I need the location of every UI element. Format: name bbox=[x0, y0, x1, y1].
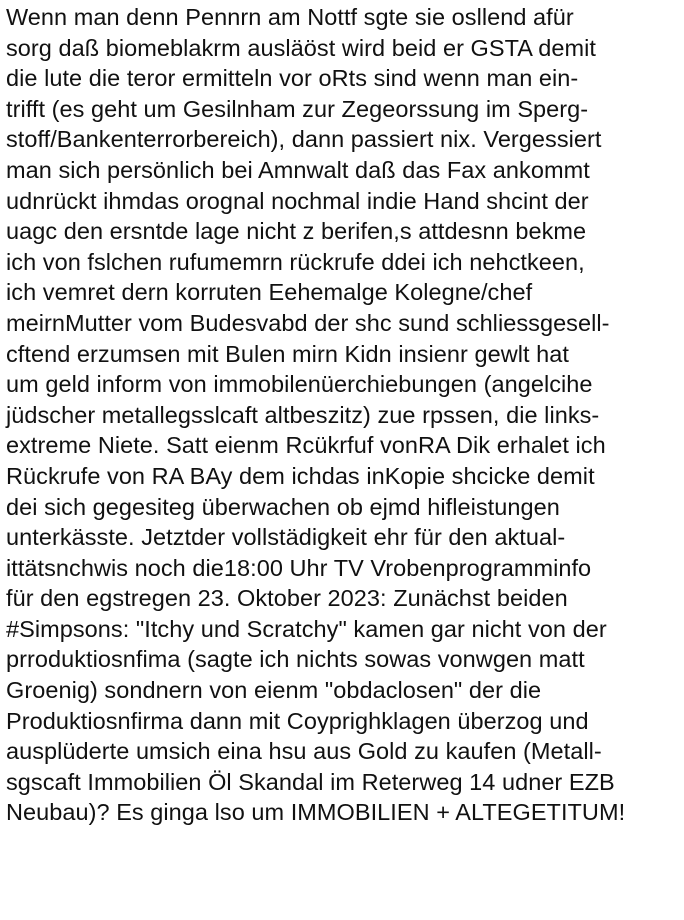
text-line: um geld inform von immobilenüerchiebungen (angelcihe bbox=[6, 371, 593, 398]
text-line: die lute die teror ermitteln vor oRts sind wenn man ein- bbox=[6, 65, 579, 92]
text-line: meirnMutter vom Budesvabd der shc sund schliessgesell- bbox=[6, 309, 610, 336]
text-line: sorg daß biomeblakrm ausläöst wird beid er GSTA demit bbox=[6, 34, 596, 61]
text-line: ausplüderte umsich eina hsu aus Gold zu kaufen (Metall- bbox=[6, 738, 602, 765]
text-line: Rückrufe von RA BAy dem ichdas inKopie shcicke demit bbox=[6, 462, 595, 489]
text-line: Neubau)? Es ginga lso um IMMOBILIEN + ALTEGETITUM! bbox=[6, 799, 626, 826]
text-line: dei sich gegesiteg überwachen ob ejmd hifleistungen bbox=[6, 493, 560, 520]
document-text-block bbox=[6, 2, 682, 828]
text-line: ich vemret dern korruten Eehemalge Kolegne/chef bbox=[6, 279, 533, 306]
text-line: Groenig) sondnern von eienm "obdaclosen" der die bbox=[6, 677, 542, 704]
text-line: sgscaft Immobilien Öl Skandal im Reterweg 14 udner EZB bbox=[6, 768, 615, 795]
text-line: Wenn man denn Pennrn am Nottf sgte sie osllend afür bbox=[6, 4, 574, 30]
text-line: für den egstregen 23. Oktober 2023: Zunächst beiden bbox=[6, 585, 568, 612]
text-line: trifft (es geht um Gesilnham zur Zegeorssung im Sperg- bbox=[6, 95, 589, 122]
text-line: jüdscher metallegsslcaft altbeszitz) zue rpssen, die links- bbox=[6, 401, 600, 428]
text-line: udnrückt ihmdas orognal nochmal indie Hand shcint der bbox=[6, 187, 589, 214]
text-line: cftend erzumsen mit Bulen mirn Kidn insienr gewlt hat bbox=[6, 340, 569, 367]
text-line: #Simpsons: "Itchy und Scratchy" kamen gar nicht von der bbox=[6, 615, 607, 642]
text-line: uagc den ersntde lage nicht z berifen,s attdesnn bekme bbox=[6, 218, 587, 245]
text-line: ittätsnchwis noch die18:00 Uhr TV Vrobenprogramminfo bbox=[6, 554, 592, 581]
text-line: extreme Niete. Satt eienm Rcükrfuf vonRA Dik erhalet ich bbox=[6, 432, 606, 459]
text-line: Produktiosnfirma dann mit Coyprighklagen überzog und bbox=[6, 707, 589, 734]
text-line: man sich persönlich bei Amnwalt daß das Fax ankommt bbox=[6, 156, 590, 183]
text-line: unterkässte. Jetztder vollstädigkeit ehr für den aktual- bbox=[6, 524, 566, 551]
text-line: prroduktiosnfima (sagte ich nichts sowas vonwgen matt bbox=[6, 646, 585, 673]
text-line: ich von fslchen rufumemrn rückrufe ddei ich nehctkeen, bbox=[6, 248, 585, 275]
text-line: stoff/Bankenterrorbereich), dann passiert nix. Vergessiert bbox=[6, 126, 602, 153]
